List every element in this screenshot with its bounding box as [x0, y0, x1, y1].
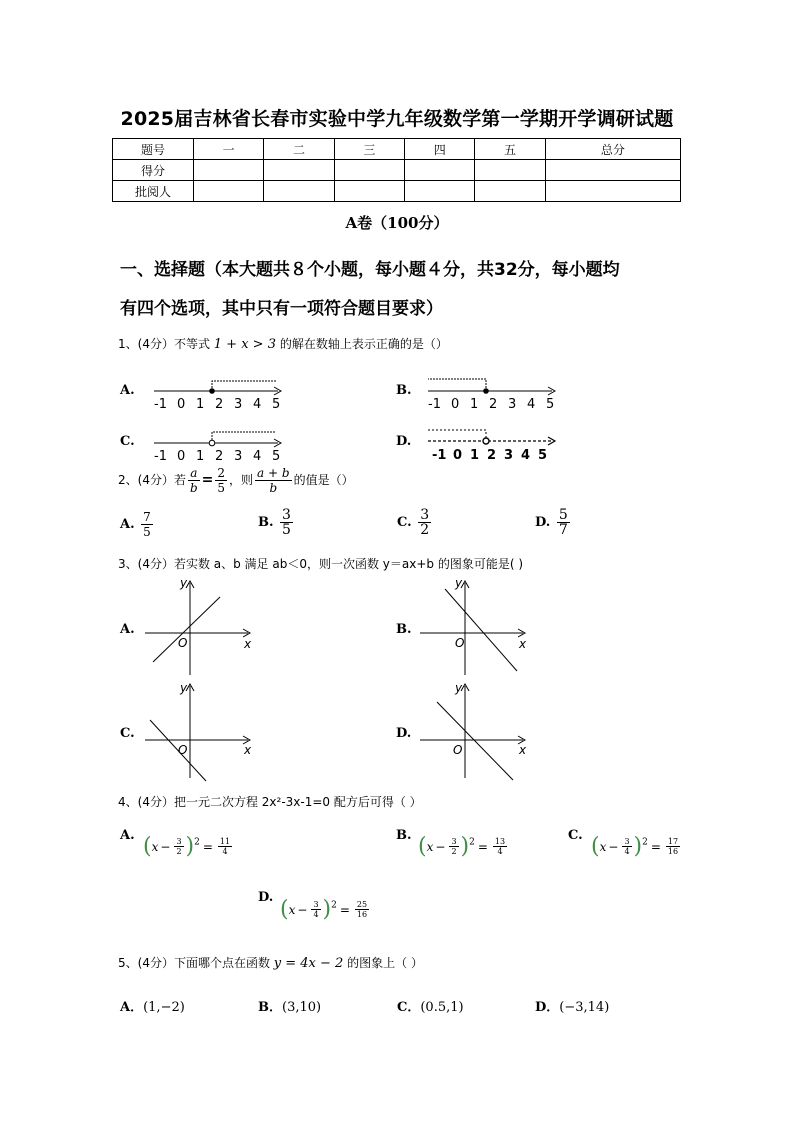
fraction-numerator: 7	[143, 510, 151, 524]
function-line	[437, 702, 513, 780]
number-line-d	[424, 427, 564, 463]
option-label: D.	[535, 515, 551, 530]
fraction-numerator: 25	[356, 900, 368, 909]
tick-label: 3	[504, 448, 514, 463]
inequality-expression: 1 + x > 3	[213, 337, 276, 352]
q4-option-label-b[interactable]: B.	[396, 828, 412, 843]
table-cell: 四	[405, 139, 475, 160]
q4-option-label-a[interactable]: A.	[120, 828, 135, 843]
option-value: (−3,14)	[559, 1000, 610, 1015]
solution-ray	[428, 379, 486, 391]
option-value: (0.5,1)	[420, 1000, 464, 1015]
equals-sign: =	[339, 903, 350, 917]
open-paren: (	[418, 834, 427, 859]
fraction-denominator: 2	[420, 522, 430, 538]
table-cell[interactable]	[194, 181, 264, 202]
tick-label: 0	[451, 397, 460, 411]
table-cell[interactable]	[405, 181, 475, 202]
tick-label: 5	[272, 397, 281, 411]
tick-label: 1	[196, 397, 205, 411]
table-cell[interactable]	[334, 160, 404, 181]
table-cell[interactable]	[405, 160, 475, 181]
fraction-numerator: 3	[282, 507, 291, 523]
fraction-denominator: 16	[356, 910, 368, 919]
tick-label: 2	[487, 448, 497, 463]
fraction-numerator: a + b	[257, 466, 290, 480]
table-cell[interactable]	[334, 181, 404, 202]
close-paren: )	[185, 834, 195, 859]
q2-option-d[interactable]	[535, 508, 572, 537]
tick-label: 3	[234, 397, 243, 411]
x-label: x	[519, 743, 527, 757]
minus-sign: −	[297, 903, 308, 917]
q4-expression-b	[418, 834, 509, 859]
volume-label: A卷（100分）	[345, 214, 449, 232]
table-cell: 总分	[545, 139, 680, 160]
option-label: D．	[535, 1000, 560, 1015]
question-2	[118, 466, 354, 495]
option-label-b[interactable]: B.	[396, 383, 412, 398]
question-text: 的解在数轴上表示正确的是（）	[279, 337, 448, 351]
solution-ray	[428, 430, 486, 438]
number-line-a	[150, 375, 290, 411]
question-text: 2、(4分）若	[118, 473, 186, 487]
fraction-denominator: 16	[667, 847, 679, 856]
hollow-dot	[209, 440, 215, 446]
origin-label: O	[455, 636, 465, 650]
option-label-a[interactable]: A.	[120, 383, 135, 398]
y-label: y	[455, 576, 463, 590]
score-table-header-row	[113, 139, 681, 160]
q5-option-b[interactable]	[258, 996, 321, 1015]
score-table	[112, 138, 681, 202]
function-expression: y = 4x − 2	[273, 956, 344, 971]
option-label: B.	[258, 515, 274, 530]
tick-label: 4	[253, 449, 262, 463]
tick-label: 1	[470, 397, 479, 411]
fraction-denominator: b	[269, 481, 278, 495]
open-paren: (	[591, 834, 600, 859]
score-table-score-row	[113, 160, 681, 181]
variable: x	[599, 840, 607, 854]
equals-sign: =	[201, 472, 214, 488]
question-text: 5、(4分）下面哪个点在函数	[118, 956, 270, 970]
table-cell[interactable]	[475, 160, 545, 181]
q4-expression-c	[591, 834, 682, 859]
number-line-b	[424, 375, 564, 411]
graph-c	[140, 678, 260, 783]
table-cell: 三	[334, 139, 404, 160]
origin-label: O	[453, 743, 463, 757]
option-value: (3,10)	[282, 1000, 322, 1015]
table-cell[interactable]	[264, 160, 334, 181]
exponent: 2	[642, 837, 648, 848]
question-5	[118, 954, 423, 971]
solution-ray	[212, 381, 276, 391]
table-cell[interactable]	[264, 181, 334, 202]
function-line	[153, 597, 220, 662]
section-heading-line1: 一、选择题（本大题共８个小题，每小题４分，共32分，每小题均	[120, 260, 620, 280]
question-text: ，则	[229, 473, 254, 487]
fraction-denominator: 4	[222, 847, 228, 856]
question-text: 1、(4分）不等式	[118, 337, 210, 351]
table-cell: 五	[475, 139, 545, 160]
table-cell[interactable]	[545, 160, 680, 181]
tick-label: 5	[546, 397, 555, 411]
tick-label: 1	[196, 449, 205, 463]
x-label: x	[244, 743, 252, 757]
q3-option-label-b[interactable]: B.	[396, 622, 412, 637]
option-label: A.	[120, 517, 135, 532]
q2-option-a[interactable]	[120, 510, 155, 539]
fraction-numerator: 11	[219, 837, 231, 846]
question-text: 的图象上（ ）	[347, 956, 423, 970]
fraction-numerator: 3	[624, 837, 630, 846]
exponent: 2	[331, 900, 337, 911]
exam-title: 2025届吉林省长春市实验中学九年级数学第一学期开学调研试题	[120, 108, 674, 130]
option-value: (1,−2)	[143, 1000, 185, 1015]
tick-label: 0	[177, 397, 186, 411]
open-paren: (	[280, 897, 289, 922]
q5-option-c[interactable]	[397, 996, 464, 1015]
option-label: B．	[258, 1000, 282, 1015]
tick-label: -1	[154, 449, 167, 463]
origin-label: O	[178, 743, 188, 757]
section-heading-line2: 有四个选项，其中只有一项符合题目要求）	[120, 299, 443, 319]
table-cell: 二	[264, 139, 334, 160]
fraction-denominator: 5	[143, 525, 151, 539]
q3-option-label-a[interactable]: A.	[120, 622, 135, 637]
q5-option-a[interactable]	[120, 996, 185, 1015]
fraction-numerator: 5	[558, 507, 568, 523]
fraction-denominator: 4	[624, 847, 630, 856]
tick-label: 2	[489, 397, 498, 411]
question-text: 的值是（）	[293, 473, 354, 487]
fraction-denominator: 4	[497, 847, 503, 856]
fraction-numerator: 17	[667, 837, 679, 846]
table-cell: 得分	[113, 160, 194, 181]
tick-label: 2	[215, 397, 224, 411]
tick-label: 4	[253, 397, 262, 411]
y-label: y	[180, 576, 188, 590]
close-paren: )	[460, 834, 470, 859]
fraction-numerator: 3	[313, 900, 319, 909]
fraction-numerator: 3	[451, 837, 457, 846]
question-3: 3、(4分）若实数 a、b 满足 ab＜0，则一次函数 y＝ax+b 的图象可能是( )	[118, 557, 524, 571]
score-table-grader-row	[113, 181, 681, 202]
table-cell[interactable]	[194, 160, 264, 181]
equals-sign: =	[202, 840, 213, 854]
minus-sign: −	[608, 840, 619, 854]
graph-a	[140, 575, 260, 680]
table-cell[interactable]	[545, 181, 680, 202]
table-cell[interactable]	[475, 181, 545, 202]
question-1	[118, 335, 448, 352]
equals-sign: =	[650, 840, 661, 854]
minus-sign: −	[435, 840, 446, 854]
y-label: y	[180, 681, 188, 695]
fraction-denominator: 2	[176, 847, 182, 856]
tick-label: 2	[215, 449, 224, 463]
option-label-c[interactable]: C.	[120, 434, 135, 449]
graph-d	[415, 678, 535, 783]
variable: x	[288, 903, 296, 917]
exponent: 2	[194, 837, 200, 848]
open-paren: (	[143, 834, 152, 859]
fraction-denominator: 4	[313, 910, 319, 919]
option-label-d[interactable]: D.	[396, 434, 412, 449]
q5-option-d[interactable]	[535, 996, 609, 1015]
option-label: A．	[120, 1000, 144, 1015]
q2-option-c[interactable]	[397, 508, 433, 537]
table-cell: 一	[194, 139, 264, 160]
tick-label: 5	[272, 449, 281, 463]
solid-dot	[209, 388, 215, 394]
q3-option-label-d[interactable]: D.	[396, 726, 412, 741]
graph-b	[415, 575, 535, 680]
solid-dot	[483, 388, 489, 394]
equals-sign: =	[477, 840, 488, 854]
minus-sign: −	[160, 840, 171, 854]
fraction-numerator: 3	[420, 507, 430, 523]
exponent: 2	[469, 837, 475, 848]
q2-option-b[interactable]	[258, 508, 295, 537]
x-label: x	[519, 637, 527, 651]
question-4: 4、(4分）把一元二次方程 2x²-3x-1=0 配方后可得（ ）	[118, 795, 422, 809]
hollow-dot	[483, 438, 489, 444]
tick-label: 3	[234, 449, 243, 463]
close-paren: )	[322, 897, 332, 922]
tick-label: 0	[177, 449, 186, 463]
variable: x	[426, 840, 434, 854]
q3-option-label-c[interactable]: C.	[120, 726, 135, 741]
fraction-numerator: 3	[176, 837, 182, 846]
option-label: C.	[397, 515, 412, 530]
y-label: y	[455, 681, 463, 695]
fraction-denominator: 2	[451, 847, 457, 856]
tick-label: 4	[521, 448, 531, 463]
q4-expression-d	[280, 897, 371, 922]
q4-option-label-d[interactable]: D.	[258, 890, 274, 905]
tick-label: 1	[470, 448, 480, 463]
x-label: x	[244, 637, 252, 651]
origin-label: O	[178, 636, 188, 650]
fraction-numerator: 13	[494, 837, 506, 846]
tick-label: -1	[432, 448, 447, 463]
variable: x	[151, 840, 159, 854]
function-line	[445, 589, 517, 671]
tick-label: -1	[428, 397, 441, 411]
tick-label: 0	[453, 448, 463, 463]
fraction-denominator: b	[189, 481, 198, 495]
tick-label: -1	[154, 397, 167, 411]
table-cell: 题号	[113, 139, 194, 160]
tick-label: 5	[538, 448, 548, 463]
fraction-numerator: 2	[217, 466, 226, 480]
fraction-denominator: 5	[217, 481, 226, 495]
option-label: C．	[397, 1000, 421, 1015]
table-cell: 批阅人	[113, 181, 194, 202]
q4-expression-a	[143, 834, 234, 859]
q4-option-label-c[interactable]: C.	[568, 828, 583, 843]
close-paren: )	[633, 834, 643, 859]
solution-ray	[212, 432, 276, 440]
fraction-numerator: a	[188, 466, 200, 481]
tick-label: 3	[508, 397, 517, 411]
fraction-denominator: 7	[558, 522, 568, 538]
tick-label: 4	[527, 397, 536, 411]
fraction-denominator: 5	[282, 522, 291, 538]
number-line-c	[150, 427, 290, 463]
